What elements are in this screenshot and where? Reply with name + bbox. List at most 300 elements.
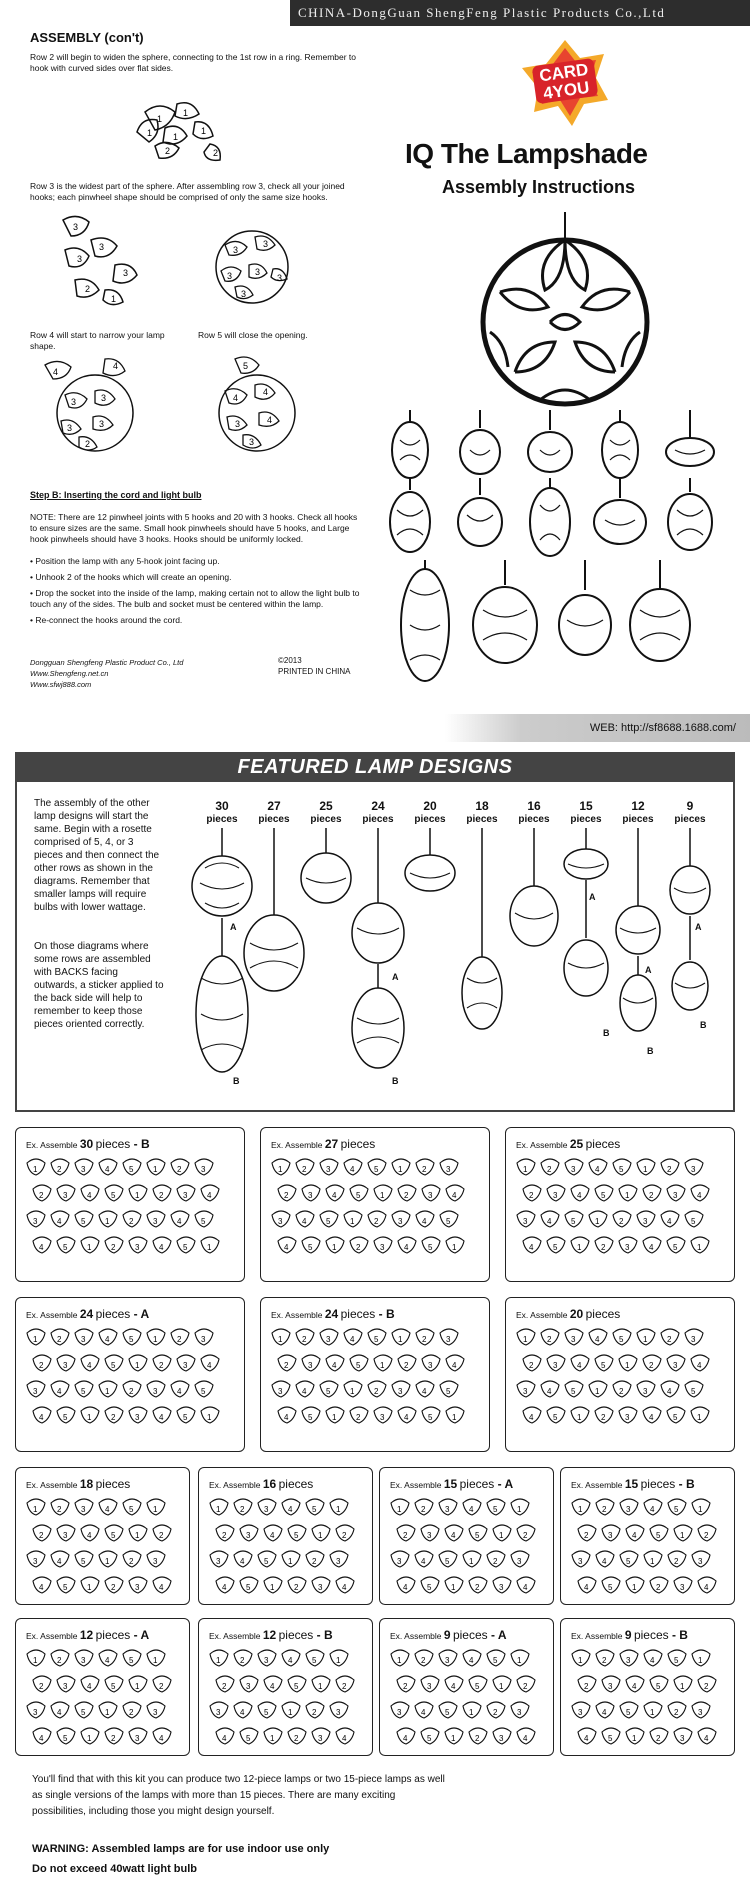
hook-number: 1 — [499, 1682, 504, 1691]
hook-number: 3 — [553, 1361, 558, 1370]
hook-number: 4 — [404, 1413, 409, 1422]
panel-count: 24 — [79, 1307, 94, 1321]
hook-number: 5 — [111, 1531, 116, 1540]
hook-number: 5 — [81, 1708, 86, 1717]
hook-number: 1 — [105, 1557, 110, 1566]
hook-number: 2 — [39, 1531, 44, 1540]
panel-count: 9 — [624, 1628, 632, 1642]
pattern-diagram — [514, 1156, 728, 1277]
hook-number: 4 — [350, 1165, 355, 1174]
hook-number: 5 — [427, 1734, 432, 1743]
hook-number: 5 — [312, 1656, 317, 1665]
hook-number: 5 — [246, 1583, 251, 1592]
hook-number: 5 — [553, 1413, 558, 1422]
hook-number: 2 — [177, 1165, 182, 1174]
svg-text:3: 3 — [71, 397, 77, 407]
hook-number: 4 — [87, 1191, 92, 1200]
hook-number: 3 — [446, 1335, 451, 1344]
featured-heading: FEATURED LAMP DESIGNS — [15, 752, 735, 782]
hook-number: 4 — [577, 1361, 582, 1370]
hook-number: 1 — [33, 1505, 38, 1514]
hook-number: 2 — [523, 1682, 528, 1691]
svg-text:1: 1 — [111, 294, 117, 304]
pattern-diagram — [24, 1156, 238, 1277]
panel-count: 15 — [624, 1477, 639, 1491]
panel-word: pieces — [633, 1628, 669, 1642]
hook-number: 1 — [397, 1505, 402, 1514]
lamp-9-label-b: B — [700, 1020, 707, 1030]
pattern-panel-14 — [560, 1618, 735, 1756]
hook-number: 5 — [691, 1217, 696, 1226]
count-30: 30 pieces — [206, 799, 238, 825]
hook-number: 3 — [398, 1217, 403, 1226]
panel-word: pieces — [452, 1628, 488, 1642]
panel-count: 16 — [262, 1477, 277, 1491]
hook-number: 3 — [336, 1708, 341, 1717]
hook-number: 2 — [129, 1557, 134, 1566]
hook-number: 3 — [517, 1708, 522, 1717]
hook-number: 1 — [698, 1656, 703, 1665]
count-16: 16 pieces — [518, 799, 550, 825]
hook-number: 4 — [403, 1583, 408, 1592]
hook-number: 3 — [680, 1583, 685, 1592]
panel-count: 12 — [79, 1628, 94, 1642]
hook-number: 3 — [625, 1243, 630, 1252]
product-subtitle: Assembly Instructions — [442, 177, 636, 197]
svg-text:3: 3 — [99, 242, 105, 252]
hook-number: 5 — [673, 1413, 678, 1422]
count-25: 25 pieces — [310, 799, 342, 825]
hook-number: 3 — [135, 1734, 140, 1743]
hook-number: 1 — [650, 1708, 655, 1717]
hook-number: 5 — [246, 1734, 251, 1743]
hook-number: 1 — [595, 1217, 600, 1226]
panel-word: pieces — [95, 1137, 131, 1151]
hook-number: 5 — [601, 1191, 606, 1200]
hook-number: 4 — [39, 1734, 44, 1743]
hook-number: 1 — [632, 1583, 637, 1592]
svg-text:4: 4 — [263, 387, 269, 397]
hook-number: 5 — [81, 1557, 86, 1566]
hook-number: 3 — [625, 1413, 630, 1422]
hook-number: 3 — [608, 1531, 613, 1540]
hook-number: 4 — [39, 1583, 44, 1592]
hook-number: 3 — [673, 1191, 678, 1200]
svg-text:2: 2 — [85, 439, 91, 449]
panel-prefix: Ex. Assemble — [571, 1631, 623, 1641]
hook-number: 3 — [33, 1557, 38, 1566]
hook-number: 2 — [159, 1361, 164, 1370]
hook-number: 1 — [398, 1165, 403, 1174]
hook-number: 4 — [577, 1191, 582, 1200]
svg-text:3: 3 — [241, 289, 247, 299]
hook-number: 3 — [380, 1413, 385, 1422]
lamp-variants-grid — [385, 410, 730, 700]
hook-number: 2 — [39, 1361, 44, 1370]
hook-number: 3 — [201, 1165, 206, 1174]
hook-number: 5 — [264, 1708, 269, 1717]
hook-number: 4 — [697, 1191, 702, 1200]
hook-number: 2 — [294, 1734, 299, 1743]
hook-number: 5 — [428, 1243, 433, 1252]
hook-number: 1 — [105, 1217, 110, 1226]
count-20: 20 pieces — [414, 799, 446, 825]
hook-number: 3 — [626, 1505, 631, 1514]
svg-text:2: 2 — [165, 146, 171, 156]
hook-number: 4 — [332, 1191, 337, 1200]
hook-number: 2 — [649, 1191, 654, 1200]
hook-number: 2 — [404, 1191, 409, 1200]
pattern-panel-2 — [260, 1127, 490, 1282]
pattern-panel-9 — [379, 1467, 554, 1605]
hook-number: 5 — [691, 1387, 696, 1396]
hook-number: 2 — [111, 1243, 116, 1252]
hook-number: 5 — [308, 1243, 313, 1252]
hook-number: 2 — [159, 1682, 164, 1691]
hook-number: 1 — [380, 1361, 385, 1370]
hook-number: 3 — [626, 1656, 631, 1665]
panel-suffix: - A — [494, 1477, 514, 1491]
hook-number: 2 — [39, 1191, 44, 1200]
hook-number: 3 — [698, 1557, 703, 1566]
hook-number: 2 — [674, 1708, 679, 1717]
hook-number: 4 — [422, 1387, 427, 1396]
pattern-panel-title — [26, 1307, 149, 1321]
hook-number: 4 — [584, 1583, 589, 1592]
hook-number: 4 — [159, 1734, 164, 1743]
hook-number: 1 — [632, 1734, 637, 1743]
hook-number: 3 — [278, 1217, 283, 1226]
step-b-heading: Step B: Inserting the cord and light bulb — [30, 490, 202, 500]
hook-number: 5 — [111, 1682, 116, 1691]
hook-number: 3 — [499, 1734, 504, 1743]
pattern-panel-title — [271, 1307, 395, 1321]
svg-text:1: 1 — [157, 114, 163, 124]
hook-number: 5 — [608, 1583, 613, 1592]
hook-number: 3 — [81, 1656, 86, 1665]
svg-text:3: 3 — [77, 254, 83, 264]
hook-number: 4 — [421, 1557, 426, 1566]
hook-number: 3 — [427, 1682, 432, 1691]
svg-text:3: 3 — [235, 419, 241, 429]
pattern-panel-11 — [15, 1618, 190, 1756]
lamp-9-label-a: A — [695, 922, 702, 932]
panel-count: 30 — [79, 1137, 94, 1151]
pattern-panel-1 — [15, 1127, 245, 1282]
hook-number: 5 — [201, 1217, 206, 1226]
hook-number: 4 — [667, 1387, 672, 1396]
hook-number: 1 — [469, 1708, 474, 1717]
panel-prefix: Ex. Assemble — [390, 1480, 442, 1490]
hook-number: 4 — [667, 1217, 672, 1226]
hook-number: 5 — [619, 1335, 624, 1344]
hook-number: 1 — [578, 1656, 583, 1665]
pattern-panel-title — [271, 1137, 375, 1151]
hook-number: 1 — [397, 1656, 402, 1665]
panel-suffix: - B — [668, 1628, 688, 1642]
hook-number: 1 — [207, 1413, 212, 1422]
hook-number: 2 — [649, 1361, 654, 1370]
hook-number: 3 — [691, 1335, 696, 1344]
hook-number: 2 — [284, 1361, 289, 1370]
svg-text:3: 3 — [123, 268, 129, 278]
pattern-panel-7 — [15, 1467, 190, 1605]
svg-text:4: 4 — [267, 415, 273, 425]
hook-number: 1 — [288, 1708, 293, 1717]
hook-number: 4 — [422, 1217, 427, 1226]
footer-printed: PRINTED IN CHINA — [278, 667, 351, 676]
hook-number: 3 — [523, 1217, 528, 1226]
pattern-panel-6 — [505, 1297, 735, 1452]
panel-suffix: - A — [130, 1628, 150, 1642]
hook-number: 3 — [201, 1335, 206, 1344]
panel-word: pieces — [95, 1307, 131, 1321]
svg-text:3: 3 — [99, 419, 105, 429]
hook-number: 3 — [643, 1217, 648, 1226]
warning-indoor: WARNING: Assembled lamps are for use indoor use only — [32, 1843, 330, 1855]
hook-number: 4 — [529, 1413, 534, 1422]
row3-text: Row 3 is the widest part of the sphere. After assembling row 3, check all your joined hooks; each pinwheel shape should be comprised of only the same size hooks. — [30, 181, 345, 202]
hook-number: 4 — [342, 1734, 347, 1743]
row4-diagram — [35, 355, 145, 460]
hook-number: 3 — [264, 1656, 269, 1665]
hook-number: 3 — [318, 1734, 323, 1743]
panel-count: 20 — [569, 1307, 584, 1321]
hook-number: 1 — [318, 1682, 323, 1691]
hook-number: 5 — [326, 1217, 331, 1226]
pattern-panel-5 — [260, 1297, 490, 1452]
hook-number: 2 — [584, 1682, 589, 1691]
hook-number: 4 — [451, 1531, 456, 1540]
hook-number: 1 — [135, 1191, 140, 1200]
panel-prefix: Ex. Assemble — [26, 1480, 78, 1490]
hook-number: 3 — [216, 1708, 221, 1717]
pattern-diagram — [207, 1647, 366, 1751]
panel-count: 24 — [324, 1307, 339, 1321]
hook-number: 2 — [57, 1656, 62, 1665]
hook-number: 4 — [105, 1165, 110, 1174]
hook-number: 2 — [619, 1217, 624, 1226]
pattern-diagram — [24, 1326, 238, 1447]
hook-number: 4 — [595, 1165, 600, 1174]
hook-number: 3 — [427, 1531, 432, 1540]
hook-number: 3 — [81, 1165, 86, 1174]
hook-number: 1 — [33, 1335, 38, 1344]
hook-number: 3 — [680, 1734, 685, 1743]
hook-number: 4 — [350, 1335, 355, 1344]
hook-number: 4 — [649, 1243, 654, 1252]
hook-number: 3 — [216, 1557, 221, 1566]
hook-number: 4 — [595, 1335, 600, 1344]
hook-number: 3 — [63, 1191, 68, 1200]
panel-suffix: - B — [675, 1477, 695, 1491]
hook-number: 2 — [129, 1217, 134, 1226]
hook-number: 1 — [452, 1243, 457, 1252]
hook-number: 2 — [159, 1531, 164, 1540]
hook-number: 3 — [81, 1335, 86, 1344]
hook-number: 1 — [451, 1734, 456, 1743]
hook-number: 4 — [421, 1708, 426, 1717]
svg-text:2: 2 — [85, 284, 91, 294]
panel-count: 9 — [443, 1628, 451, 1642]
hook-number: 5 — [374, 1335, 379, 1344]
hook-number: 5 — [493, 1505, 498, 1514]
panel-word: pieces — [585, 1137, 621, 1151]
hook-number: 4 — [288, 1505, 293, 1514]
hook-number: 5 — [446, 1217, 451, 1226]
panel-suffix: - B — [375, 1307, 395, 1321]
panel-prefix: Ex. Assemble — [209, 1631, 261, 1641]
hook-number: 4 — [57, 1387, 62, 1396]
pattern-panel-title — [26, 1628, 149, 1642]
hook-number: 3 — [318, 1583, 323, 1592]
hook-number: 3 — [153, 1387, 158, 1396]
hook-number: 3 — [336, 1557, 341, 1566]
pattern-panel-title — [209, 1628, 333, 1642]
hook-number: 3 — [571, 1335, 576, 1344]
hook-number: 4 — [222, 1583, 227, 1592]
row2-diagram — [125, 92, 235, 167]
hook-number: 2 — [356, 1243, 361, 1252]
hook-number: 4 — [177, 1217, 182, 1226]
hook-number: 1 — [523, 1165, 528, 1174]
hook-number: 4 — [105, 1335, 110, 1344]
panel-suffix: - A — [487, 1628, 507, 1642]
hook-number: 4 — [452, 1191, 457, 1200]
hook-number: 3 — [81, 1505, 86, 1514]
hook-number: 3 — [445, 1505, 450, 1514]
hook-number: 4 — [332, 1361, 337, 1370]
hook-number: 5 — [656, 1531, 661, 1540]
hook-number: 2 — [302, 1335, 307, 1344]
hook-number: 2 — [704, 1531, 709, 1540]
hook-number: 1 — [350, 1217, 355, 1226]
hook-number: 5 — [183, 1413, 188, 1422]
hook-number: 5 — [264, 1557, 269, 1566]
hook-number: 4 — [602, 1708, 607, 1717]
panel-count: 18 — [79, 1477, 94, 1491]
hook-number: 4 — [649, 1413, 654, 1422]
row5-text: Row 5 will close the opening. — [198, 330, 308, 340]
panel-word: pieces — [278, 1477, 314, 1491]
hook-number: 4 — [57, 1708, 62, 1717]
count-24: 24 pieces — [362, 799, 394, 825]
hook-number: 2 — [547, 1165, 552, 1174]
hook-number: 4 — [584, 1734, 589, 1743]
hook-number: 3 — [33, 1708, 38, 1717]
hook-number: 4 — [284, 1243, 289, 1252]
hook-number: 2 — [111, 1583, 116, 1592]
hook-number: 4 — [270, 1682, 275, 1691]
hook-number: 4 — [602, 1557, 607, 1566]
hook-number: 1 — [697, 1243, 702, 1252]
hook-number: 1 — [33, 1656, 38, 1665]
hook-number: 3 — [63, 1531, 68, 1540]
hook-number: 2 — [602, 1656, 607, 1665]
hook-number: 5 — [129, 1505, 134, 1514]
hook-number: 1 — [33, 1165, 38, 1174]
hook-number: 2 — [656, 1734, 661, 1743]
hook-number: 4 — [523, 1583, 528, 1592]
panel-suffix: - B — [130, 1137, 150, 1151]
count-12: 12 pieces — [622, 799, 654, 825]
panel-word: pieces — [459, 1477, 495, 1491]
company-bar: CHINA-DongGuan ShengFeng Plastic Products Co.,Ltd — [290, 0, 750, 26]
hook-number: 5 — [63, 1243, 68, 1252]
row3-diagram-left — [55, 210, 150, 310]
hook-number: 4 — [403, 1734, 408, 1743]
hook-number: 1 — [153, 1335, 158, 1344]
panel-word: pieces — [95, 1628, 131, 1642]
panel-word: pieces — [640, 1477, 676, 1491]
pattern-panel-title — [571, 1477, 695, 1491]
hook-number: 1 — [332, 1413, 337, 1422]
row4-text: Row 4 will start to narrow your lamp shape. — [30, 330, 165, 351]
hook-number: 3 — [326, 1335, 331, 1344]
pattern-panel-title — [209, 1477, 313, 1491]
hook-number: 2 — [240, 1656, 245, 1665]
hook-number: 2 — [704, 1682, 709, 1691]
hook-number: 3 — [183, 1191, 188, 1200]
step-b-bullet-1: • Position the lamp with any 5-hook joint facing up. — [30, 556, 220, 566]
hook-number: 1 — [577, 1413, 582, 1422]
panel-suffix: - A — [130, 1307, 150, 1321]
lamp-24-label-a: A — [392, 972, 399, 982]
hook-number: 2 — [667, 1165, 672, 1174]
hook-number: 3 — [553, 1191, 558, 1200]
hook-number: 3 — [673, 1361, 678, 1370]
hook-number: 2 — [403, 1682, 408, 1691]
pattern-diagram — [569, 1647, 728, 1751]
lamp-12-label-b: B — [647, 1046, 654, 1056]
footer-site-2: Www.sfwj888.com — [30, 680, 92, 689]
pattern-diagram — [207, 1496, 366, 1600]
hook-number: 1 — [625, 1191, 630, 1200]
hook-number: 2 — [493, 1557, 498, 1566]
pattern-diagram — [514, 1326, 728, 1447]
hook-number: 2 — [57, 1505, 62, 1514]
hook-number: 1 — [680, 1682, 685, 1691]
step-b-bullet-4: • Re-connect the hooks around the cord. — [30, 615, 183, 625]
hook-number: 1 — [380, 1191, 385, 1200]
hook-number: 2 — [547, 1335, 552, 1344]
hook-number: 1 — [650, 1557, 655, 1566]
hook-number: 2 — [529, 1191, 534, 1200]
hook-number: 2 — [619, 1387, 624, 1396]
pattern-panel-title — [390, 1628, 507, 1642]
svg-text:3: 3 — [67, 423, 73, 433]
hook-number: 3 — [326, 1165, 331, 1174]
hook-number: 1 — [680, 1531, 685, 1540]
hook-number: 4 — [159, 1583, 164, 1592]
pattern-panel-4 — [15, 1297, 245, 1452]
hook-number: 1 — [278, 1335, 283, 1344]
hook-number: 3 — [608, 1682, 613, 1691]
panel-prefix: Ex. Assemble — [516, 1310, 568, 1320]
hook-number: 4 — [105, 1656, 110, 1665]
hook-number: 3 — [135, 1583, 140, 1592]
hook-number: 1 — [697, 1413, 702, 1422]
pattern-panel-title — [390, 1477, 513, 1491]
hook-number: 5 — [356, 1361, 361, 1370]
hook-number: 1 — [517, 1505, 522, 1514]
hook-number: 1 — [595, 1387, 600, 1396]
svg-text:1: 1 — [147, 128, 153, 138]
hook-number: 1 — [216, 1505, 221, 1514]
hook-number: 5 — [63, 1734, 68, 1743]
hook-number: 3 — [428, 1361, 433, 1370]
hook-number: 5 — [201, 1387, 206, 1396]
